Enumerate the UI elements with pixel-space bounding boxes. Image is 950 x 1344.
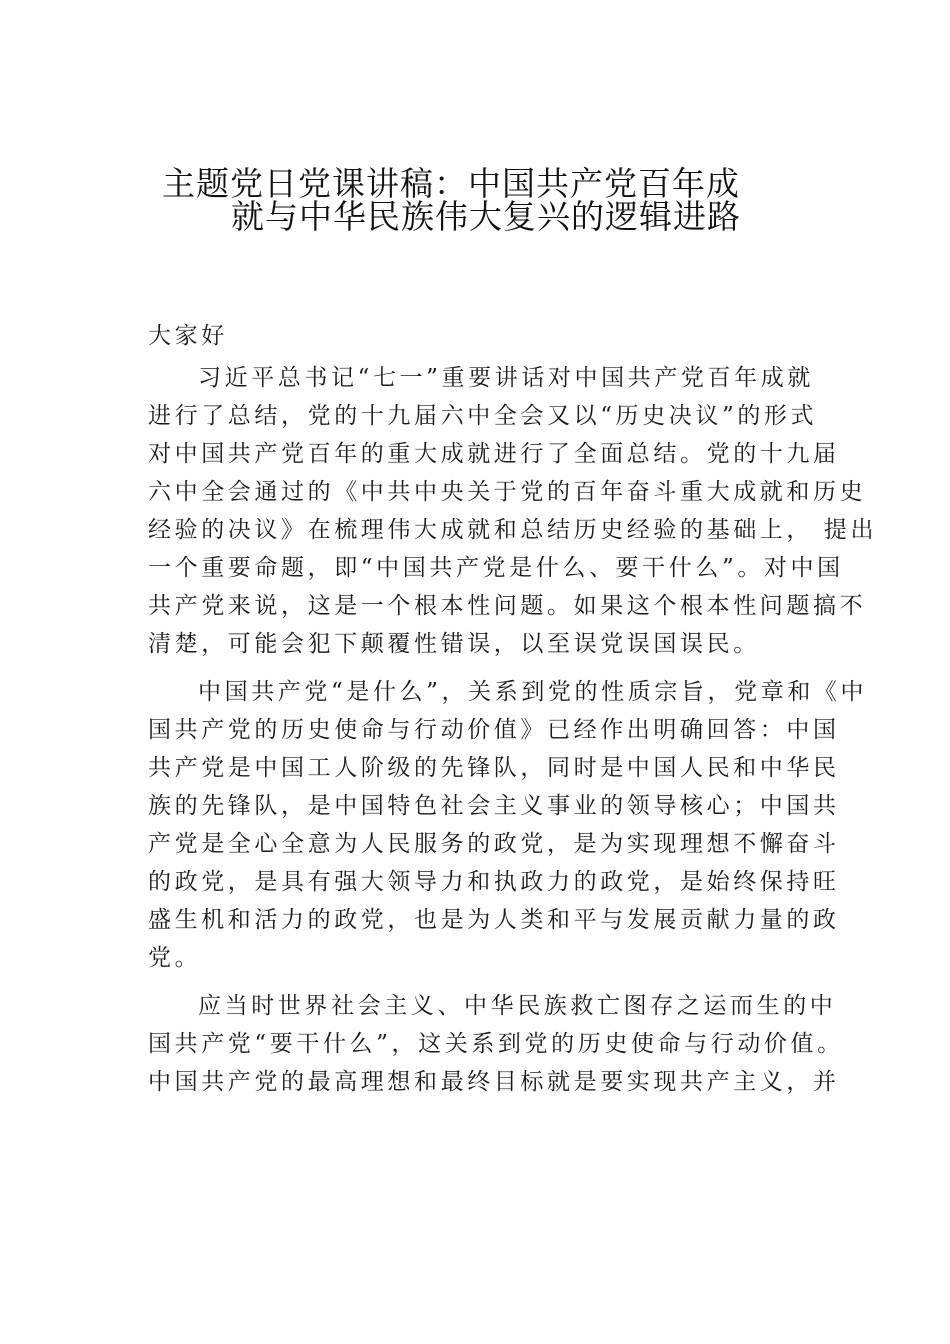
document-title-line-1: 主题党日党课讲稿：中国共产党百年成 [162,164,740,203]
paragraph-2-line: 党。 [148,945,202,971]
paragraph-1-line: 共产党来说，这是一个根本性问题。如果这个根本性问题搞不 [148,593,867,619]
paragraph-1-line: 经验的决议》在梳理伟大成就和总结历史经验的基础上， 提出 [148,517,878,543]
paragraph-1-line: 清楚，可能会犯下颠覆性错误，以至误党误国误民。 [148,631,760,657]
paragraph-3-line: 中国共产党的最高理想和最终目标就是要实现共产主义，并 [148,1069,840,1095]
document-title-line-2: 就与中华民族伟大复兴的逻辑进路 [231,197,741,236]
paragraph-1-line: 六中全会通过的《中共中央关于党的百年奋斗重大成就和历史 [148,479,867,505]
paragraph-1-line: 习近平总书记“七一”重要讲话对中国共产党百年成就 [198,365,814,391]
paragraph-2-line: 的政党，是具有强大领导力和执政力的政党，是始终保持旺 [148,869,840,895]
paragraph-2-line: 族的先锋队，是中国特色社会主义事业的领导核心；中国共 [148,793,840,819]
paragraph-1-line: 进行了总结，党的十九届六中全会又以“历史决议”的形式 [148,403,818,429]
paragraph-2-line: 盛生机和活力的政党，也是为人类和平与发展贡献力量的政 [148,907,840,933]
paragraph-3-line: 国共产党“要干什么”，这关系到党的历史使命与行动价值。 [148,1031,844,1057]
paragraph-2-line: 国共产党的历史使命与行动价值》已经作出明确回答：中国 [148,717,840,743]
paragraph-3-line: 应当时世界社会主义、中华民族救亡图存之运而生的中 [198,993,837,1019]
paragraph-1-line: 对中国共产党百年的重大成就进行了全面总结。党的十九届 [148,441,840,467]
paragraph-2-line: 中国共产党“是什么”，关系到党的性质宗旨，党章和《中 [198,679,868,705]
paragraph-2-line: 产党是全心全意为人民服务的政党，是为实现理想不懈奋斗 [148,831,840,857]
paragraph-1-line: 一个重要命题，即“中国共产党是什么、要干什么”。对中国 [148,555,844,581]
paragraph-2-line: 共产党是中国工人阶级的先锋队，同时是中国人民和中华民 [148,755,840,781]
greeting: 大家好 [148,323,228,349]
